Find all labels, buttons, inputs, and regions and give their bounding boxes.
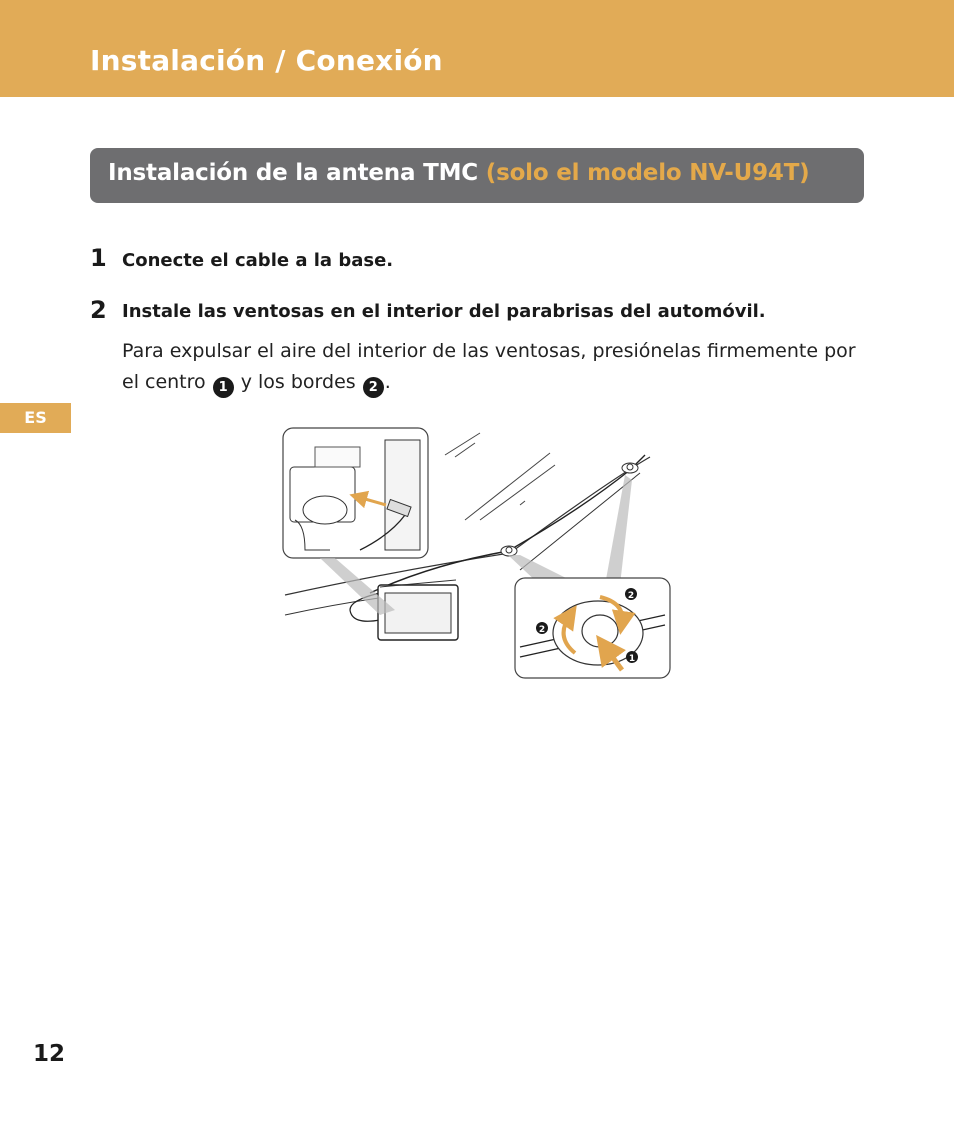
page-number: 12: [33, 1041, 66, 1067]
inset-cable-connection: [283, 428, 428, 558]
step-1-number: 1: [90, 244, 107, 272]
figure-label-center: 1: [628, 654, 636, 664]
step-2-number: 2: [90, 296, 107, 324]
marker-2-icon: 2: [363, 377, 384, 398]
callout-wedge: [605, 475, 632, 585]
step-1-text: Conecte el cable a la base.: [122, 250, 394, 271]
inset-suction-cup: [515, 578, 670, 678]
step-2-body-part3: .: [384, 371, 391, 393]
section-heading-bar: [90, 148, 864, 203]
section-title-main: Instalación de la antena TMC: [108, 160, 486, 186]
section-title: [108, 160, 810, 186]
figure-label-edge-right: 2: [627, 591, 635, 601]
step-2-body: [122, 336, 872, 398]
section-title-model: (solo el modelo NV-U94T): [485, 160, 810, 186]
header-band: [0, 0, 954, 97]
installation-illustration: [280, 425, 675, 683]
step-2-body-part2: y los bordes: [234, 371, 362, 393]
marker-1-icon: 1: [213, 377, 234, 398]
step-2-body-part1: Para expulsar el aire del interior de las ventosas, presiónelas firmemente por el centro: [122, 340, 856, 393]
step-2-text: Instale las ventosas en el interior del parabrisas del automóvil.: [122, 301, 766, 322]
windshield-lines: [445, 433, 555, 520]
figure-label-edge-left: 2: [538, 625, 546, 635]
language-tab: ES: [0, 403, 71, 433]
page-title: Instalación / Conexión: [90, 44, 443, 77]
